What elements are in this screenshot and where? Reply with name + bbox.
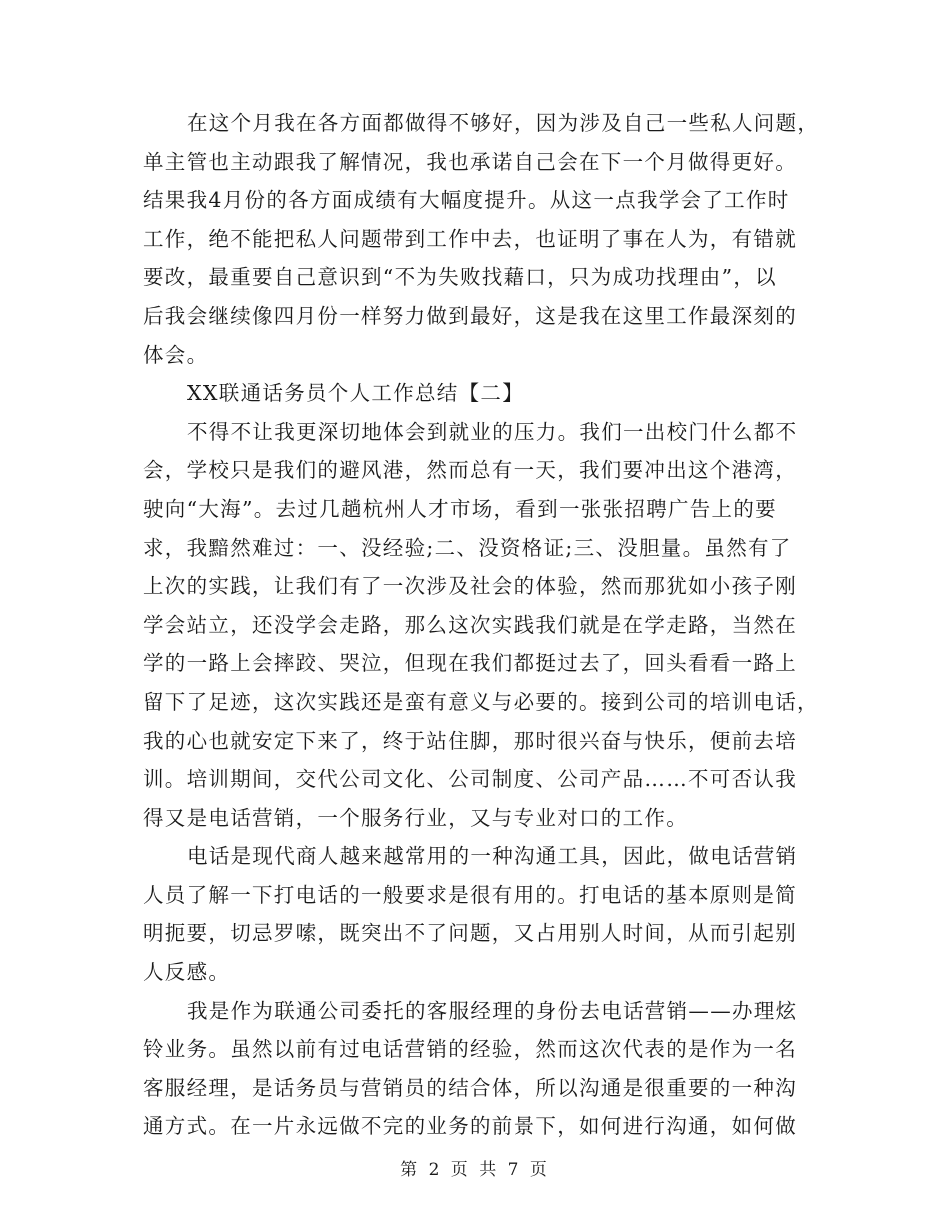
- text-line: 单主管也主动跟我了解情况，我也承诺自己会在下一个月做得更好。: [143, 149, 797, 174]
- text-line: 学会站立，还没学会走路，那么这次实践我们就是在学走路，当然在: [143, 612, 797, 637]
- text-line: 电话是现代商人越来越常用的一种沟通工具，因此，做电话营销: [187, 844, 798, 869]
- document-body: [143, 104, 820, 1146]
- text-line: 上次的实践，让我们有了一次涉及社会的体验，然而那犹如小孩子刚: [143, 574, 797, 599]
- text-line: 结果我4月份的各方面成绩有大幅度提升。从这一点我学会了工作时: [143, 188, 790, 213]
- text-line: 不得不让我更深切地体会到就业的压力。我们一出校门什么都不: [187, 419, 798, 444]
- page-number-footer: 第 2 页 共 7 页: [400, 1160, 550, 1180]
- body-paragraph: [143, 104, 820, 374]
- text-line: 人反感。: [143, 960, 231, 985]
- text-line: 体会。: [143, 342, 209, 367]
- text-line: 我的心也就安定下来了，终于站住脚，那时很兴奋与快乐，便前去培: [143, 728, 797, 753]
- body-paragraph: [143, 413, 819, 838]
- text-line: 工作，绝不能把私人问题带到工作中去，也证明了事在人为，有错就: [143, 226, 797, 251]
- text-line: 我是作为联通公司委托的客服经理的身份去电话营销——办理炫: [187, 998, 798, 1023]
- text-line: 会，学校只是我们的避风港，然而总有一天，我们要冲出这个港湾，: [143, 458, 797, 483]
- section-heading: [143, 374, 805, 413]
- text-line: 学的一路上会摔跤、哭泣，但现在我们都挺过去了，回头看看一路上: [143, 651, 797, 676]
- text-line: 得又是电话营销，一个服务行业，又与专业对口的工作。: [143, 805, 688, 830]
- text-line: XX联通话务员个人工作总结【二】: [187, 381, 524, 406]
- text-line: 要改，最重要自己意识到“不为失败找藉口，只为成功找理由”，以: [143, 265, 777, 290]
- text-line: 训。培训期间，交代公司文化、公司制度、公司产品……不可否认我: [143, 767, 797, 792]
- text-line: 通方式。在一片永远做不完的业务的前景下，如何进行沟通，如何做: [143, 1114, 797, 1139]
- body-paragraph: [143, 837, 805, 991]
- text-line: 留下了足迹，这次实践还是蛮有意义与必要的。接到公司的培训电话，: [143, 689, 819, 714]
- text-line: 在这个月我在各方面都做得不够好，因为涉及自己一些私人问题，: [187, 111, 820, 135]
- text-line: 驶向“大海”。去过几趟杭州人才市场，看到一张张招聘广告上的要: [143, 496, 777, 521]
- text-line: 明扼要，切忌罗嗦，既突出不了问题，又占用别人时间，从而引起别: [143, 921, 797, 946]
- body-paragraph: [143, 992, 805, 1146]
- text-line: 人员了解一下打电话的一般要求是很有用的。打电话的基本原则是简: [143, 882, 797, 907]
- text-line: 客服经理，是话务员与营销员的结合体，所以沟通是很重要的一种沟: [143, 1075, 797, 1100]
- text-line: 铃业务。虽然以前有过电话营销的经验，然而这次代表的是作为一名: [143, 1037, 797, 1062]
- text-line: 求，我黯然难过：一、没经验;二、没资格证;三、没胆量。虽然有了: [143, 535, 792, 560]
- text-line: 后我会继续像四月份一样努力做到最好，这是我在这里工作最深刻的: [143, 303, 797, 328]
